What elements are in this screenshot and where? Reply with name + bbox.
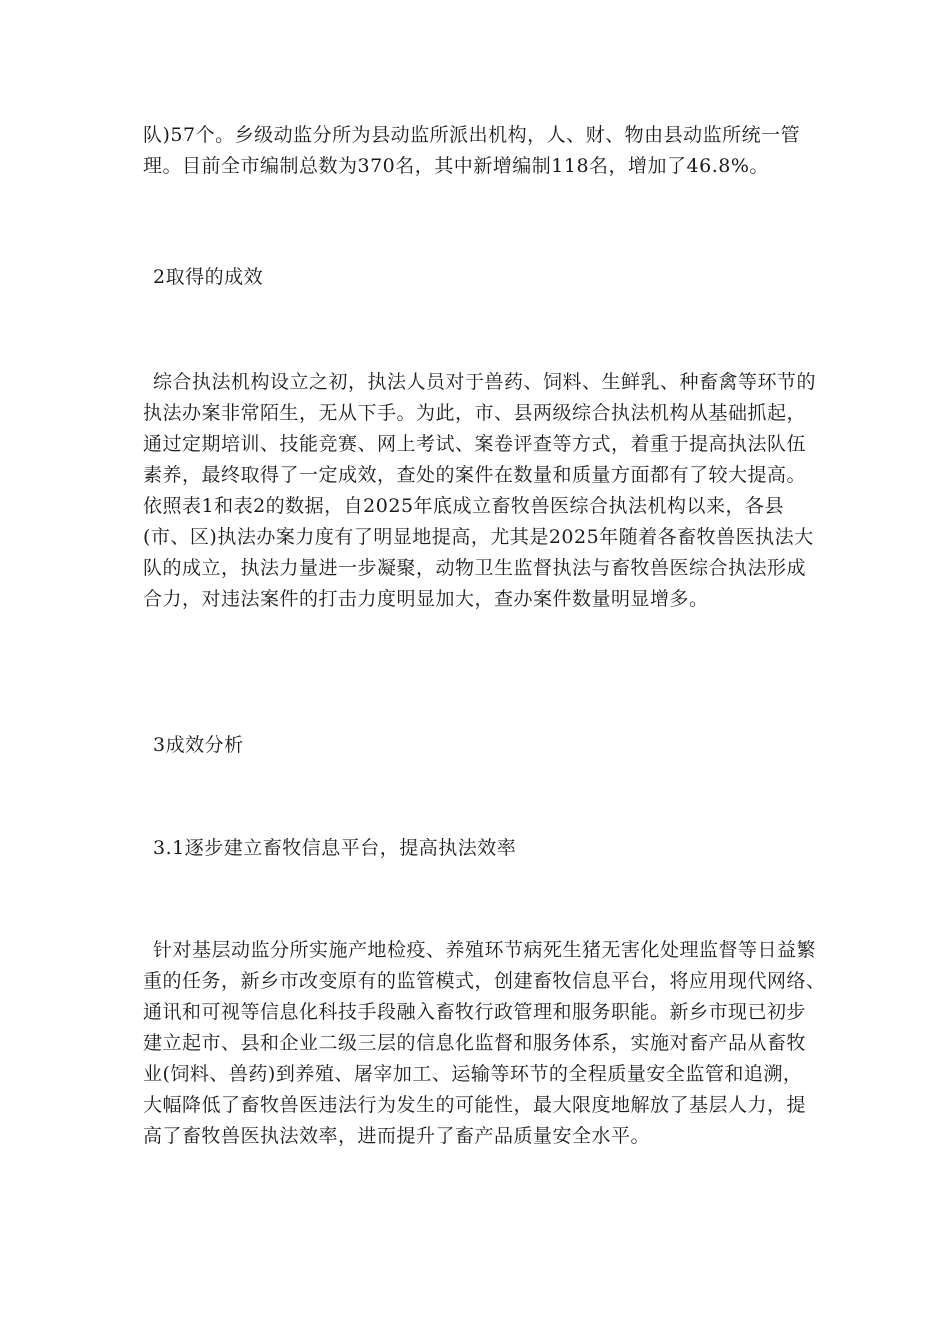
paragraph-line: 理。目前全市编制总数为370名，其中新增编制118名，增加了46.8%。 (143, 155, 769, 177)
paragraph-line: 素养，最终取得了一定成效，查处的案件在数量和质量方面都有了较大提高。 (143, 464, 807, 486)
paragraph-line: 高了畜牧兽医执法效率，进而提升了畜产品质量安全水平。 (143, 1125, 651, 1147)
paragraph-line: 合力，对违法案件的打击力度明显加大，查办案件数量明显增多。 (143, 588, 709, 610)
paragraph-line: 综合执法机构设立之初，执法人员对于兽药、饲料、生鲜乳、种畜禽等环节的 (153, 371, 817, 393)
paragraph-line: 通讯和可视等信息化科技手段融入畜牧行政管理和服务职能。新乡市现已初步 (143, 1001, 807, 1023)
paragraph-line: 队)57个。乡级动监分所为县动监所派出机构，人、财、物由县动监所统一管 (143, 124, 801, 146)
paragraph-line: 通过定期培训、技能竞赛、网上考试、案卷评查等方式，着重于提高执法队伍 (143, 433, 807, 455)
paragraph-line: (市、区)执法办案力度有了明显地提高，尤其是2025年随着各畜牧兽医执法大 (143, 526, 814, 548)
paragraph-line: 大幅降低了畜牧兽医违法行为发生的可能性，最大限度地解放了基层人力，提 (143, 1094, 807, 1116)
paragraph-info-platform (143, 935, 826, 1152)
paragraph-line: 重的任务，新乡市改变原有的监管模式，创建畜牧信息平台，将应用现代网络、 (143, 970, 826, 992)
section-heading-2: 2取得的成效 (153, 266, 264, 288)
paragraph-results (143, 367, 817, 615)
paragraph-line: 业(饲料、兽药)到养殖、屠宰加工、运输等环节的全程质量安全监管和追溯， (143, 1063, 803, 1085)
section-heading-3: 3成效分析 (153, 734, 244, 756)
paragraph-line: 建立起市、县和企业二级三层的信息化监督和服务体系，实施对畜产品从畜牧 (143, 1032, 807, 1054)
section-heading-3-1: 3.1逐步建立畜牧信息平台，提高执法效率 (153, 837, 517, 859)
paragraph-line: 针对基层动监分所实施产地检疫、养殖环节病死生猪无害化处理监督等日益繁 (153, 939, 817, 961)
paragraph-line: 执法办案非常陌生，无从下手。为此，市、县两级综合执法机构从基础抓起， (143, 402, 807, 424)
paragraph-line: 队的成立，执法力量进一步凝聚，动物卫生监督执法与畜牧兽医综合执法形成 (143, 557, 807, 579)
paragraph-line: 依照表1和表2的数据，自2025年底成立畜牧兽医综合执法机构以来，各县 (143, 495, 785, 517)
paragraph-intro (143, 120, 807, 182)
